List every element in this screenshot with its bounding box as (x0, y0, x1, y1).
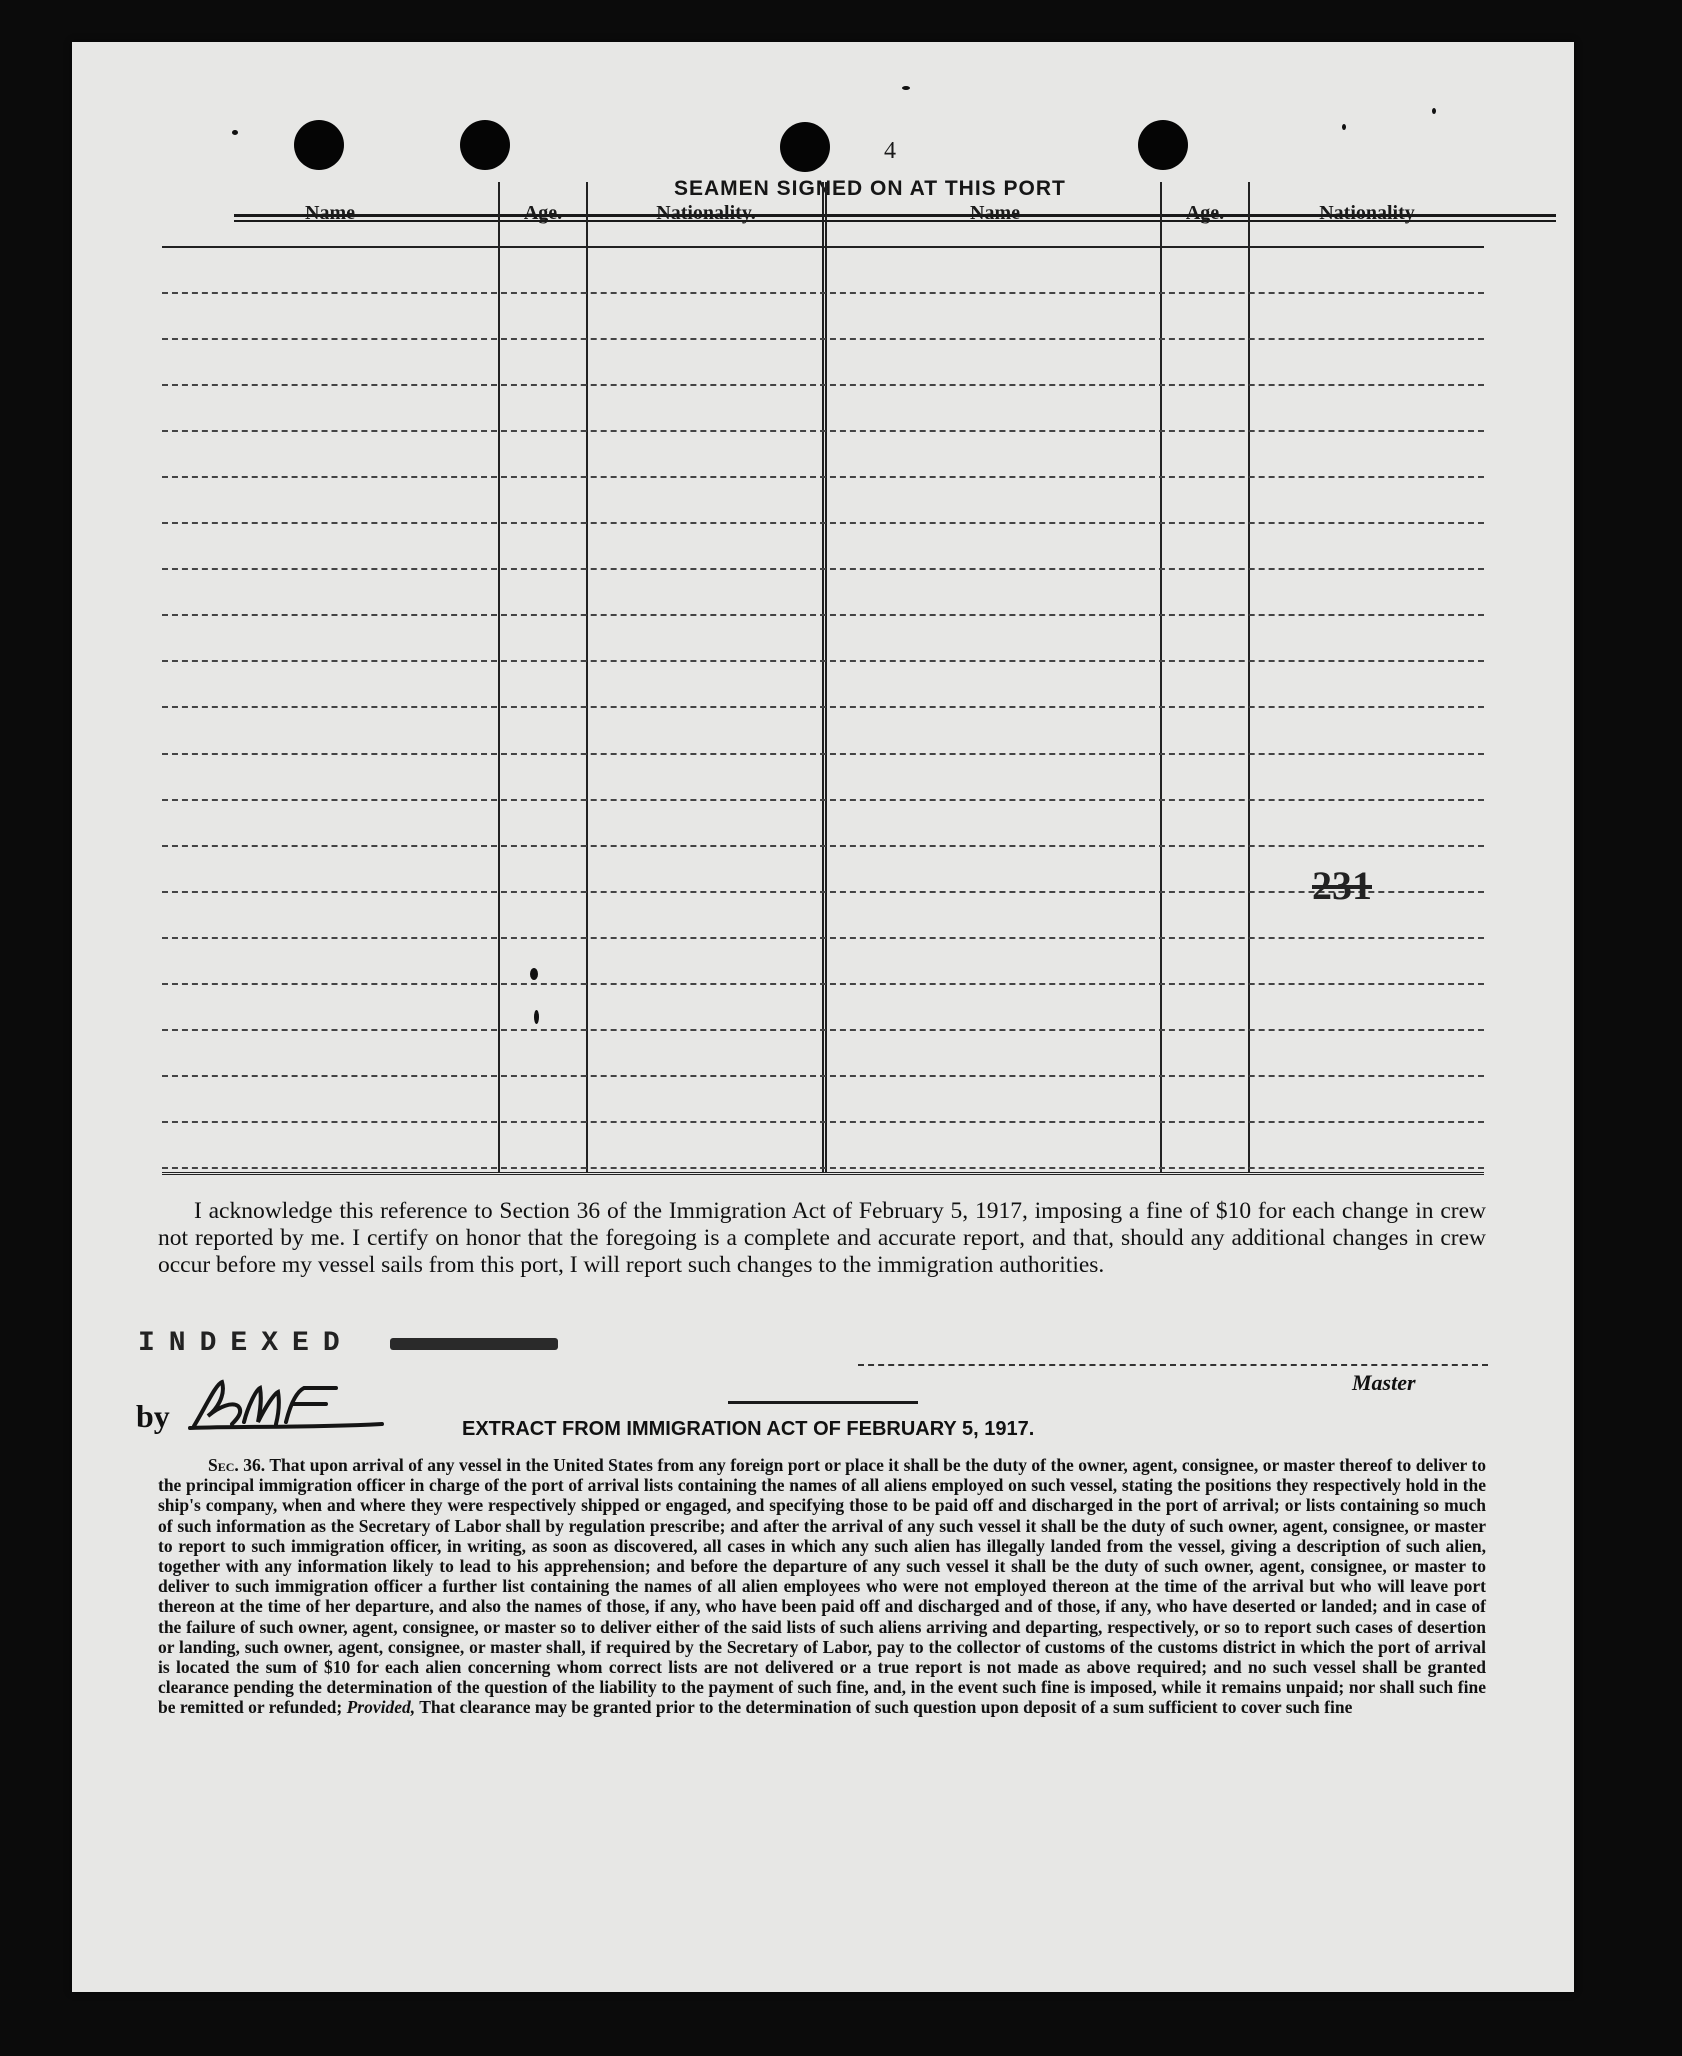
extract-title: EXTRACT FROM IMMIGRATION ACT OF FEBRUARY 5, 1917. (462, 1418, 1035, 1440)
table-row (162, 292, 1484, 294)
provided-word: Provided, (346, 1697, 416, 1718)
section-label: Sec. 36. (208, 1455, 266, 1475)
indexed-stamp: INDEXED (138, 1328, 354, 1359)
table-row (162, 522, 1484, 524)
table-row (162, 706, 1484, 708)
tally-number: 231 (1312, 863, 1372, 908)
column-divider (586, 182, 588, 1172)
document-page (72, 42, 1574, 1992)
table-row (162, 476, 1484, 478)
section-36-text (158, 1455, 1486, 1718)
column-header-nationality-right: Nationality (1319, 202, 1415, 224)
column-header-name-right: Name (970, 202, 1020, 224)
struck-stamp (390, 1338, 558, 1350)
table-row (162, 891, 1484, 893)
table-row (162, 338, 1484, 340)
crew-table (162, 182, 1484, 1182)
table-row (162, 384, 1484, 386)
table-row (162, 1029, 1484, 1031)
table-row (162, 614, 1484, 616)
column-divider-center (822, 182, 827, 1172)
table-row (162, 937, 1484, 939)
master-signature-line (858, 1364, 1488, 1366)
column-header-age-left: Age. (523, 202, 563, 224)
header-rule (162, 246, 1484, 248)
acknowledgement-text: I acknowledge this reference to Section 36 of the Immigration Act of February 5, 1917, imposing a fine of $10 for each change in crew not reported by me. I certify on honor that the foregoing is a complete and accurate report, and that, should any additional changes in crew occur before my vessel sails from this port, I will report such changes to the immigration authorities. (158, 1198, 1486, 1278)
table-row (162, 1167, 1484, 1169)
table-row (162, 660, 1484, 662)
by-label: by (136, 1398, 170, 1434)
table-row (162, 753, 1484, 755)
punch-hole-center-left (460, 120, 510, 170)
column-divider (1248, 182, 1250, 1172)
table-row (162, 799, 1484, 801)
master-label: Master (1352, 1370, 1416, 1395)
column-header-nationality-left: Nationality. (656, 202, 756, 224)
section-body-part2: That clearance may be granted prior to the determination of such question upon deposit of a sum sufficient to cover such fine (419, 1697, 1353, 1718)
paper-speck (902, 86, 910, 90)
column-header-name-left: Name (305, 202, 355, 224)
form-title: SEAMEN SIGNED ON AT THIS PORT (674, 177, 1066, 200)
paper-speck (534, 1010, 539, 1024)
paper-speck (1432, 108, 1436, 114)
column-divider (1160, 182, 1162, 1172)
paper-speck (232, 130, 238, 135)
signature-initials (186, 1376, 386, 1432)
column-header-age-right: Age. (1185, 202, 1225, 224)
table-row (162, 568, 1484, 570)
table-row (162, 845, 1484, 847)
table-row (162, 430, 1484, 432)
punch-hole-left (294, 120, 344, 170)
table-bottom-rule (162, 1172, 1484, 1175)
table-row (162, 1121, 1484, 1123)
section-body-part1: That upon arrival of any vessel in the United States from any foreign port or place it shall be the duty of the owner, agent, consignee, or master thereof to deliver to the principal immigration officer in charge of the port of arrival lists containing the names of all aliens employed on such vessel, stating the positions they respectively hold in the ship's company, when and where they were respectively shipped or engaged, and specifying those to be paid off and discharged in the port of arrival; or lists containing so much of such information as the Secretary of Labor shall by regulation prescribe; and after the arrival of any such vessel it shall be the duty of such owner, agent, consignee, or master to report to such immigration officer, in writing, as soon as discovered, all cases in which any such alien has illegally landed from the vessel, giving a description of such alien, together with any information likely to lead to his apprehension; and before the departure of any such vessel it shall be the duty of such owner, agent, consignee, or master to deliver to such immigration officer a further list containing the names of all alien employees who were not employed thereon at the time of the arrival but who will leave port thereon at the time of her departure, and also the names of those, if any, who have been paid off and discharged and of those, if any, who have deserted or landed; and in case of the failure of such owner, agent, consignee, or master so to deliver either of the said lists of such aliens arriving and departing, respectively, or so to report such cases of desertion or landing, such owner, agent, consignee, or master shall, if required by the Secretary of Labor, pay to the collector of customs of the customs district in which the port of arrival is located the sum of $10 for each alien concerning whom correct lists are not delivered or a true report is not made as above required; and no such vessel shall be granted clearance pending the determination of the question of the liability to the payment of such fine, and, in the event such fine is imposed, while it remains unpaid; nor shall such fine be remitted or refunded; (158, 1455, 1486, 1718)
punch-hole-right (1138, 120, 1188, 170)
separator-line (728, 1401, 918, 1404)
table-row (162, 983, 1484, 985)
punch-hole-center-right (780, 122, 830, 172)
paper-speck (530, 968, 538, 980)
table-row (162, 1075, 1484, 1077)
column-divider (498, 182, 500, 1172)
paper-speck (1342, 124, 1346, 130)
page-number: 4 (884, 138, 896, 164)
